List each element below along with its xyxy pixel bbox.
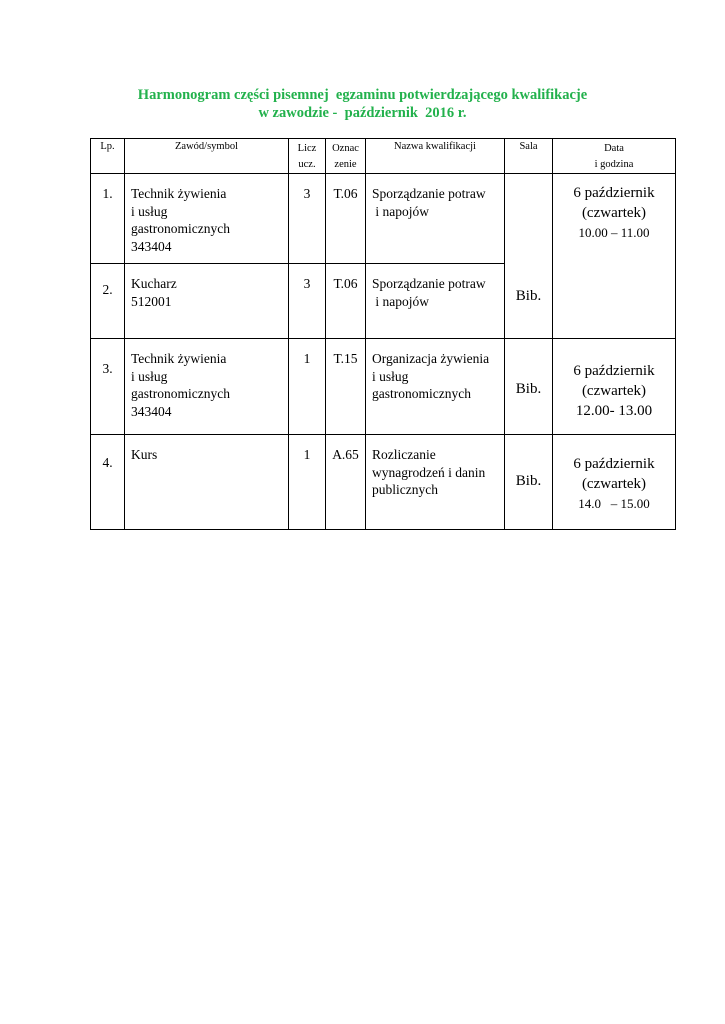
row-zawod: Technik żywienia i usług gastronomicznych 343404 — [125, 174, 289, 264]
header-sala: Sala — [505, 139, 553, 174]
row-nazwa: Rozliczanie wynagrodzeń i danin publicznych — [366, 435, 505, 530]
row-oznaczenie: A.65 — [326, 435, 366, 530]
row-nazwa: Sporządzanie potraw i napojów — [366, 174, 505, 264]
table-row — [91, 339, 676, 435]
header-lp: Lp. — [91, 139, 125, 174]
row-zawod: Technik żywienia i usług gastronomicznych 343404 — [125, 339, 289, 435]
row-lp: 1. — [91, 174, 125, 264]
document-title-line-2: w zawodzie - październik 2016 r. — [258, 105, 467, 121]
row-liczba: 3 — [289, 264, 326, 339]
row-liczba: 1 — [289, 435, 326, 530]
row-nazwa: Organizacja żywienia i usług gastronomicznych — [366, 339, 505, 435]
row-date: 6 październik (czwartek) 14.0 – 15.00 — [553, 435, 676, 530]
table-row — [91, 174, 676, 264]
header-data: Data i godzina — [553, 139, 676, 174]
row-lp: 3. — [91, 339, 125, 435]
row-date: 6 październik (czwartek) 12.00- 13.00 — [553, 339, 676, 435]
row-lp: 2. — [91, 264, 125, 339]
row-nazwa: Sporządzanie potraw i napojów — [366, 264, 505, 339]
row-date: 6 październik (czwartek) 10.00 – 11.00 — [553, 174, 676, 339]
row-sala: Bib. — [505, 435, 553, 530]
schedule-table — [90, 138, 676, 530]
header-oznaczenie: Oznac zenie — [326, 139, 366, 174]
row-liczba: 1 — [289, 339, 326, 435]
row-liczba: 3 — [289, 174, 326, 264]
document-title-line-1: Harmonogram części pisemnej egzaminu potwierdzającego kwalifikacje — [137, 87, 588, 103]
header-liczba: Licz ucz. — [289, 139, 326, 174]
row-zawod: Kurs — [125, 435, 289, 530]
row-zawod: Kucharz 512001 — [125, 264, 289, 339]
row-lp: 4. — [91, 435, 125, 530]
header-zawod: Zawód/symbol — [125, 139, 289, 174]
row-oznaczenie: T.15 — [326, 339, 366, 435]
header-row — [91, 139, 676, 174]
row-sala: Bib. — [505, 174, 553, 339]
header-nazwa: Nazwa kwalifikacji — [366, 139, 505, 174]
row-oznaczenie: T.06 — [326, 174, 366, 264]
row-sala: Bib. — [505, 339, 553, 435]
row-oznaczenie: T.06 — [326, 264, 366, 339]
table-row — [91, 435, 676, 530]
